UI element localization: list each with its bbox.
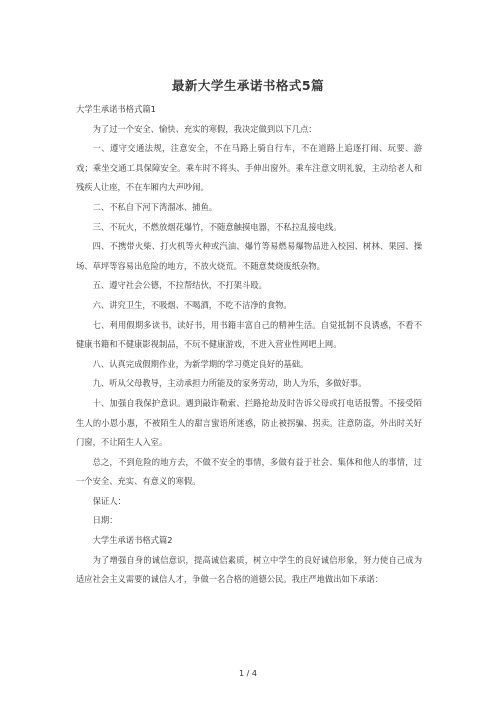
document-title: 最新大学生承诺书格式5篇	[171, 78, 325, 93]
paragraph: 为了增强自身的诚信意识，提高诚信素质，树立中学生的良好诚信形象，努力使自己成为适应社会主义需要的诚信人才，争做一名合格的道德公民。我庄严地做出如下承诺：	[76, 554, 422, 585]
paragraph: 六、讲究卫生，不吸烟、不喝酒，不吃不洁净的食物。	[92, 299, 292, 310]
section-heading-1: 大学生承诺书格式篇1	[76, 104, 156, 114]
paragraph: 总之，不到危险的地方去，不做不安全的事情，多做有益于社会、集体和他人的事情，过一个安全、充实、有意义的寒假。	[76, 456, 422, 487]
paragraph: 为了过一个安全、愉快、充实的寒假，我决定做到以下几点：	[92, 123, 317, 134]
paragraph: 九、听从父母教导，主动承担力所能及的家务劳动，助人为乐，多做好事。	[92, 378, 367, 389]
signature-guarantor: 保证人：	[92, 495, 126, 506]
paragraph: 一、遵守交通法规，注意安全，不在马路上骑自行车，不在道路上追逐打闹、玩要、游戏；乘坐交通工具保障安全。乘车时不将头、手伸出窗外。乘车注意文明礼貌，主动给老人和残疾人让座，不在车厢内大声吵闹。	[76, 143, 422, 193]
section-heading-2: 大学生承诺书格式篇2	[92, 535, 173, 546]
document-body	[76, 100, 422, 590]
paragraph: 八、认真完成假期作业，为新学期的学习奠定良好的基础。	[92, 358, 309, 369]
paragraph: 五、遵守社会公德，不拉帮结伙，不打架斗殴。	[92, 280, 267, 291]
paragraph: 十、加强自我保护意识。遇到敲诈勒索、拦路抢劫及时告诉父母或打电话报警。不接受陌生人的小恩小惠，不被陌生人的甜言蜜语所迷惑，防止被拐骗、拐卖。注意防盗，外出时关好门窗，不让陌生人入室。	[76, 397, 422, 448]
paragraph: 三、不玩火，不燃放烟花爆竹，不随意触摸电器，不私拉乱接电线。	[92, 221, 342, 232]
paragraph: 二、不私自下河下湾溜冰、捕鱼。	[92, 201, 218, 212]
signature-date: 日期：	[92, 515, 118, 526]
paragraph: 四、不携带火柴、打火机等火种或汽油、爆竹等易燃易爆物品进入校园、树林、果园、操场、草坪等容易出危险的地方，不放火烧荒。不随意焚烧废纸杂物。	[76, 241, 422, 271]
paragraph: 七、利用假期多读书，读好书，用书籍丰富自己的精神生活。自觉抵制不良诱惑，不看不健康书籍和不健康影视制品，不玩不健康游戏，不进入营业性网吧上网。	[76, 319, 422, 350]
page-number: 1 / 4	[239, 669, 257, 678]
